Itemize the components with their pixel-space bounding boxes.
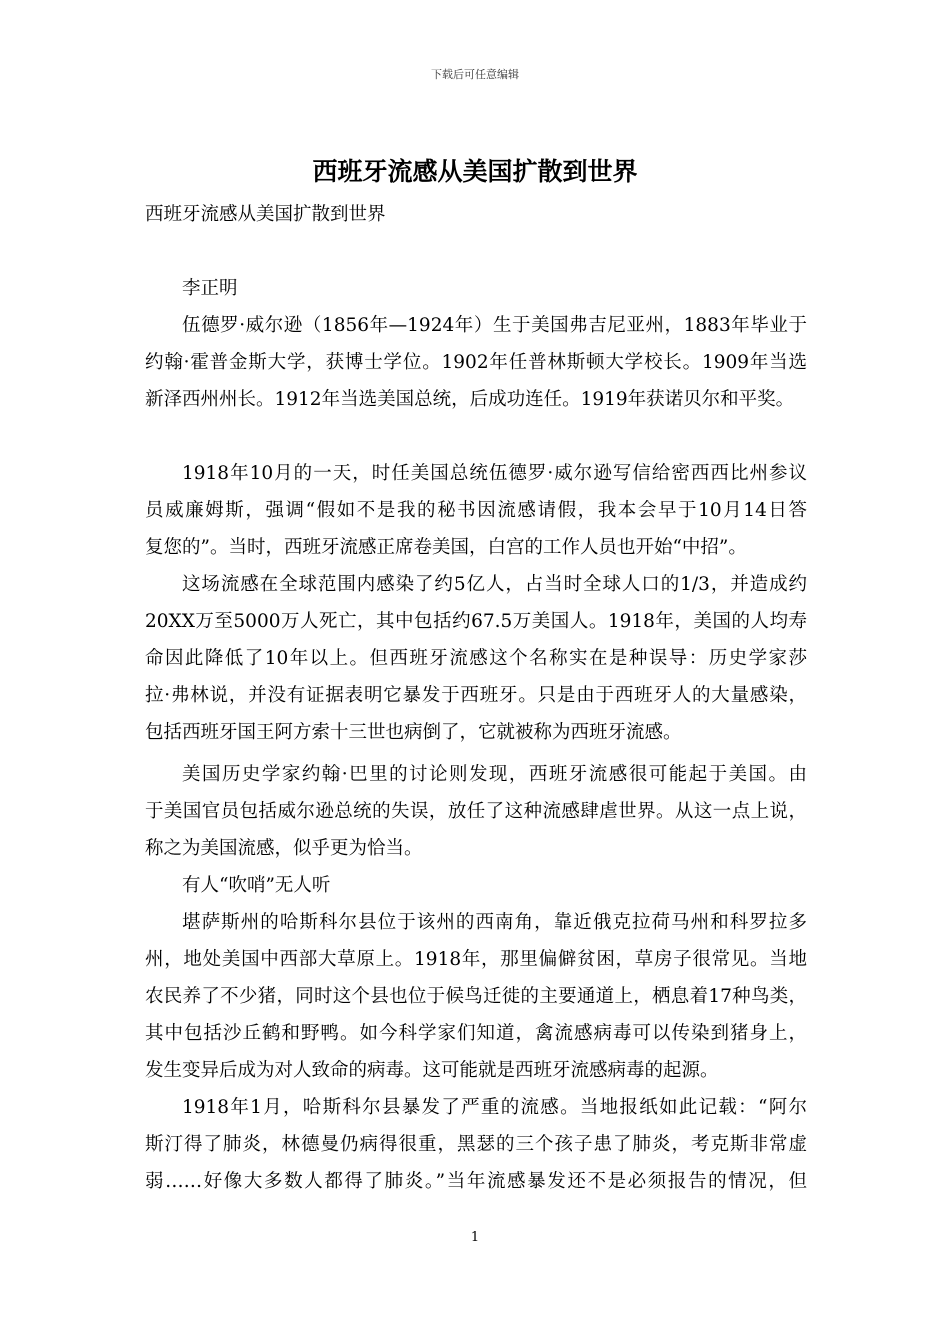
text-line: 美国历史学家约翰·巴里的讨论则发现，西班牙流感很可能起于美国。由: [182, 764, 807, 785]
text-line: 拉·弗林说，并没有证据表明它暴发于西班牙。只是由于西班牙人的大量感染，: [145, 685, 807, 706]
text-line: 1918年1月，哈斯科尔县暴发了严重的流感。当地报纸如此记载：“阿尔: [182, 1097, 807, 1118]
paragraph: [145, 566, 807, 751]
text-line: 1918年10月的一天，时任美国总统伍德罗·威尔逊写信给密西西比州参议: [182, 463, 807, 484]
text-line: 于美国官员包括威尔逊总统的失误，放任了这种流感肆虐世界。从这一点上说，: [145, 801, 807, 822]
text-line: 伍德罗·威尔逊（1856年—1924年）生于美国弗吉尼亚州，1883年毕业于: [182, 315, 807, 336]
author: 李正明: [182, 278, 238, 299]
text-line: 发生变异后成为对人致命的病毒。这可能就是西班牙流感病毒的起源。: [145, 1060, 719, 1081]
text-line: 州，地处美国中西部大草原上。1918年，那里偏僻贫困，草房子很常见。当地: [145, 949, 807, 970]
document-body: [145, 196, 807, 1200]
text-line: 农民养了不少猪，同时这个县也位于候鸟迁徙的主要通道上，栖息着17种鸟类，: [145, 986, 807, 1007]
document-title: 西班牙流感从美国扩散到世界: [312, 157, 638, 186]
page-number: 1: [470, 1230, 480, 1245]
text-line: 其中包括沙丘鹤和野鸭。如今科学家们知道，禽流感病毒可以传染到猪身上，: [145, 1023, 807, 1044]
text-line: 20XX万至5000万人死亡，其中包括约67.5万美国人。1918年，美国的人均寿: [145, 611, 807, 632]
paragraph: [145, 904, 807, 1089]
text-line: 包括西班牙国王阿方索十三世也病倒了，它就被称为西班牙流感。: [145, 722, 682, 743]
text-line: 弱……好像大多数人都得了肺炎。”当年流感暴发还不是必须报告的情况，但: [145, 1171, 807, 1192]
text-line: 命因此降低了10年以上。但西班牙流感这个名称实在是种误导：历史学家莎: [145, 648, 807, 669]
text-line: 斯汀得了肺炎，林德曼仍病得很重，黑瑟的三个孩子患了肺炎，考克斯非常虚: [145, 1134, 807, 1155]
text-line: 有人“吹哨”无人听: [182, 875, 331, 896]
text-line: 这场流感在全球范围内感染了约5亿人，占当时全球人口的1/3，并造成约: [182, 574, 807, 595]
text-line: 约翰·霍普金斯大学，获博士学位。1902年任普林斯顿大学校长。1909年当选: [145, 352, 807, 373]
text-line: 员威廉姆斯，强调“假如不是我的秘书因流感请假，我本会早于10月14日答: [145, 500, 807, 521]
paragraph: [145, 756, 807, 867]
paragraph: [145, 307, 807, 418]
section-heading: [145, 867, 807, 904]
text-line: 堪萨斯州的哈斯科尔县位于该州的西南角，靠近俄克拉荷马州和科罗拉多: [182, 912, 807, 933]
paragraph: [145, 455, 807, 566]
text-line: 新泽西州州长。1912年当选美国总统，后成功连任。1919年获诺贝尔和平奖。: [145, 389, 795, 410]
text-line: 称之为美国流感，似乎更为恰当。: [145, 838, 423, 859]
subtitle: 西班牙流感从美国扩散到世界: [145, 204, 386, 225]
paragraph: [145, 1089, 807, 1200]
text-line: 复您的”。当时，西班牙流感正席卷美国，白宫的工作人员也开始“中招”。: [145, 537, 747, 558]
page-header: 下载后可任意编辑: [431, 68, 519, 81]
